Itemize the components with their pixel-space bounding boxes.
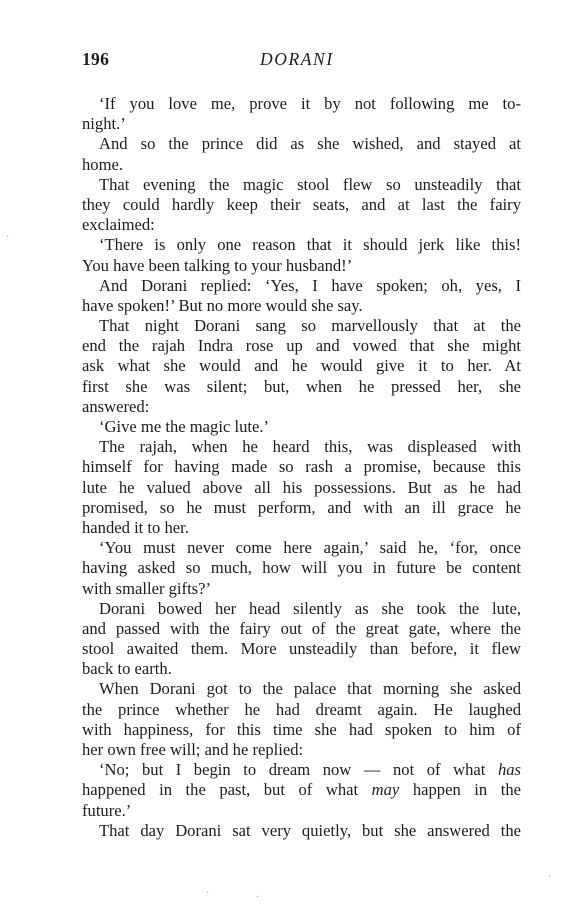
text-line: stool awaited them. More unsteadily than before, it flew bbox=[82, 639, 521, 659]
running-head bbox=[82, 49, 522, 73]
text-line: home. bbox=[82, 154, 124, 174]
page-number: 196 bbox=[82, 49, 110, 69]
text-line: ‘There is only one reason that it should jerk like this! bbox=[99, 235, 521, 255]
text-line: with happiness, for this time she had spoken to him of bbox=[82, 719, 521, 739]
text-line: ‘No; but I begin to dream now — not of what has bbox=[99, 760, 521, 780]
scan-speck: · bbox=[206, 888, 210, 899]
text-line: promised, so he must perform, and with an ill grace he bbox=[82, 497, 521, 517]
text-line: himself for having made so rash a promise, because this bbox=[82, 457, 521, 477]
text-line: Dorani bowed her head silently as she took the lute, bbox=[99, 598, 521, 618]
text-line: ask what she would and he would give it to her. At bbox=[82, 356, 521, 376]
text-line: having asked so much, how will you in future be content bbox=[82, 558, 521, 578]
scan-speck: · bbox=[6, 232, 10, 243]
text-line: And so the prince did as she wished, and stayed at bbox=[99, 134, 521, 154]
text-line: night.’ bbox=[82, 114, 126, 134]
scan-speck: · bbox=[548, 872, 552, 883]
text-line: ‘If you love me, prove it by not following me to- bbox=[99, 94, 521, 113]
text-line: with smaller gifts?’ bbox=[82, 578, 212, 598]
text-line: first she was silent; but, when he pressed her, she bbox=[82, 376, 521, 396]
text-line: future.’ bbox=[82, 800, 132, 820]
text-line: ‘You must never come here again,’ said he, ‘for, once bbox=[99, 538, 521, 558]
text-line: You have been talking to your husband!’ bbox=[82, 255, 353, 275]
text-line: That evening the magic stool flew so unsteadily that bbox=[99, 174, 521, 194]
scan-speck: · bbox=[256, 892, 260, 903]
text-line: her own free will; and he replied: bbox=[82, 740, 304, 759]
text-line: happened in the past, but of what may happen in the bbox=[82, 780, 521, 800]
text-line: have spoken!’ But no more would she say. bbox=[82, 295, 363, 315]
running-title: DORANI bbox=[260, 49, 334, 69]
text-line: back to earth. bbox=[82, 659, 172, 679]
text-line: ‘Give me the magic lute.’ bbox=[99, 417, 270, 436]
text-line: they could hardly keep their seats, and at last the fairy bbox=[82, 194, 521, 214]
text-line: end the rajah Indra rose up and vowed that she might bbox=[82, 336, 521, 356]
body-text bbox=[82, 94, 521, 841]
text-line: And Dorani replied: ‘Yes, I have spoken; oh, yes, I bbox=[99, 275, 521, 295]
text-line: lute he valued above all his possessions. But as he had bbox=[82, 477, 521, 497]
text-line: handed it to her. bbox=[82, 517, 189, 537]
text-line: and passed with the fairy out of the great gate, where the bbox=[82, 618, 521, 638]
text-line: the prince whether he had dreamt again. He laughed bbox=[82, 699, 521, 719]
text-line: When Dorani got to the palace that morning she asked bbox=[99, 679, 521, 699]
text-line: The rajah, when he heard this, was displeased with bbox=[99, 437, 521, 457]
text-line: That night Dorani sang so marvellously that at the bbox=[99, 316, 521, 336]
text-line: That day Dorani sat very quietly, but she answered the bbox=[99, 820, 521, 840]
text-line: answered: bbox=[82, 396, 150, 416]
text-line: exclaimed: bbox=[82, 215, 155, 235]
